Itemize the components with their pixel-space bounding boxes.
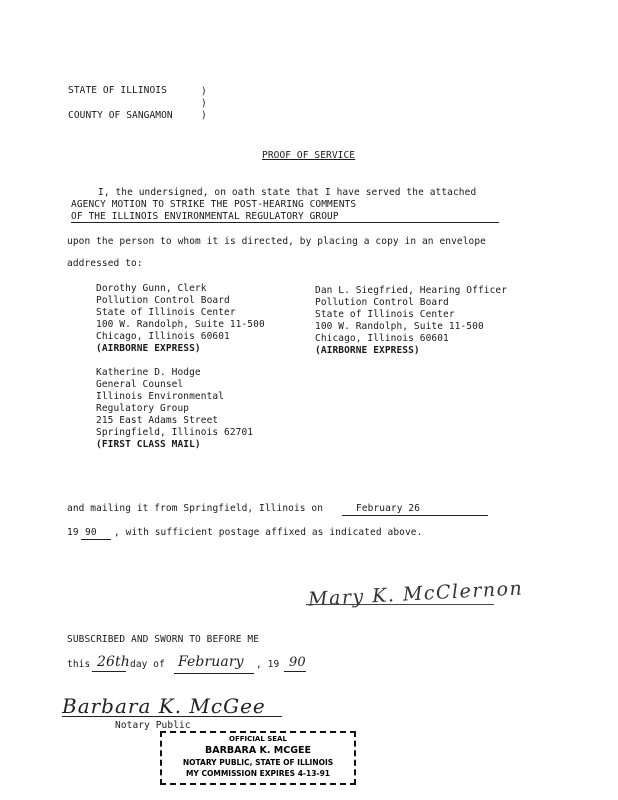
- county-caption: COUNTY OF SANGAMON: [68, 110, 173, 121]
- oath-statement: I, the undersigned, on oath state that I have served the attached: [98, 187, 477, 198]
- address-line: State of Illinois Center: [96, 307, 236, 318]
- caption-paren: ): [201, 110, 207, 121]
- document-underline: [71, 222, 499, 223]
- seal-title: OFFICIAL SEAL: [229, 735, 287, 743]
- notary-signature-line: [62, 716, 282, 717]
- mailing-year: 90: [85, 527, 97, 538]
- address-line: Regulatory Group: [96, 403, 190, 414]
- address-line: Pollution Control Board: [96, 295, 230, 306]
- address-line: Chicago, Illinois 60601: [315, 333, 449, 344]
- served-document-line1: AGENCY MOTION TO STRIKE THE POST-HEARING COMMENTS: [71, 199, 357, 210]
- caption-paren: ): [201, 98, 207, 109]
- address-line: 100 W. Randolph, Suite 11-500: [315, 321, 484, 332]
- signature-line: [306, 604, 494, 605]
- mailing-year-prefix: 19: [67, 527, 79, 538]
- day-of-label: day of: [130, 659, 165, 670]
- seal-name: BARBARA K. MCGEE: [205, 745, 311, 756]
- notary-seal: [160, 731, 356, 785]
- this-label: this: [67, 659, 91, 670]
- handwritten-day: 26th: [97, 654, 130, 670]
- address-line: 215 East Adams Street: [96, 415, 219, 426]
- subscribed-sworn-heading: SUBSCRIBED AND SWORN TO BEFORE ME: [67, 634, 260, 645]
- seal-expiry: MY COMMISSION EXPIRES 4-13-91: [185, 769, 331, 778]
- address-line: Springfield, Illinois 62701: [96, 427, 254, 438]
- year-underline: [81, 539, 111, 540]
- caption-paren: ): [201, 86, 207, 97]
- address-line: Dorothy Gunn, Clerk: [96, 283, 207, 294]
- delivery-method: (FIRST CLASS MAIL): [96, 439, 201, 450]
- handwritten-year: 90: [289, 655, 306, 670]
- notary-public-label: Notary Public: [115, 720, 191, 731]
- address-line: Chicago, Illinois 60601: [96, 331, 230, 342]
- address-line: Katherine D. Hodge: [96, 367, 201, 378]
- address-line: General Counsel: [96, 379, 184, 390]
- notary-signature: Barbara K. McGee: [62, 694, 266, 718]
- mailing-statement: and mailing it from Springfield, Illinois on: [67, 503, 324, 514]
- seal-state: NOTARY PUBLIC, STATE OF ILLINOIS: [182, 758, 334, 767]
- mailing-date: February 26: [356, 503, 421, 514]
- date-underline: [342, 515, 488, 516]
- day-underline: [92, 671, 126, 672]
- delivery-method: (AIRBORNE EXPRESS): [96, 343, 201, 354]
- document-title: PROOF OF SERVICE: [262, 150, 356, 161]
- address-line: 100 W. Randolph, Suite 11-500: [96, 319, 265, 330]
- address-line: Illinois Environmental: [96, 391, 225, 402]
- sworn-year-prefix: , 19: [256, 659, 280, 670]
- handwritten-month: February: [178, 654, 244, 670]
- handwritten-signature: Mary K. McClernon: [307, 577, 524, 611]
- delivery-method: (AIRBORNE EXPRESS): [315, 345, 420, 356]
- year-underline: [284, 671, 306, 672]
- mailing-statement-end: , with sufficient postage affixed as indicated above.: [114, 527, 423, 538]
- state-caption: STATE OF ILLINOIS: [68, 85, 167, 96]
- address-line: Dan L. Siegfried, Hearing Officer: [315, 285, 508, 296]
- address-line: State of Illinois Center: [315, 309, 455, 320]
- addressed-to-label: addressed to:: [67, 258, 143, 269]
- service-statement: upon the person to whom it is directed, by placing a copy in an envelope: [67, 236, 487, 247]
- served-document-line2: OF THE ILLINOIS ENVIRONMENTAL REGULATORY GROUP: [71, 211, 339, 222]
- month-underline: [174, 673, 254, 674]
- address-line: Pollution Control Board: [315, 297, 449, 308]
